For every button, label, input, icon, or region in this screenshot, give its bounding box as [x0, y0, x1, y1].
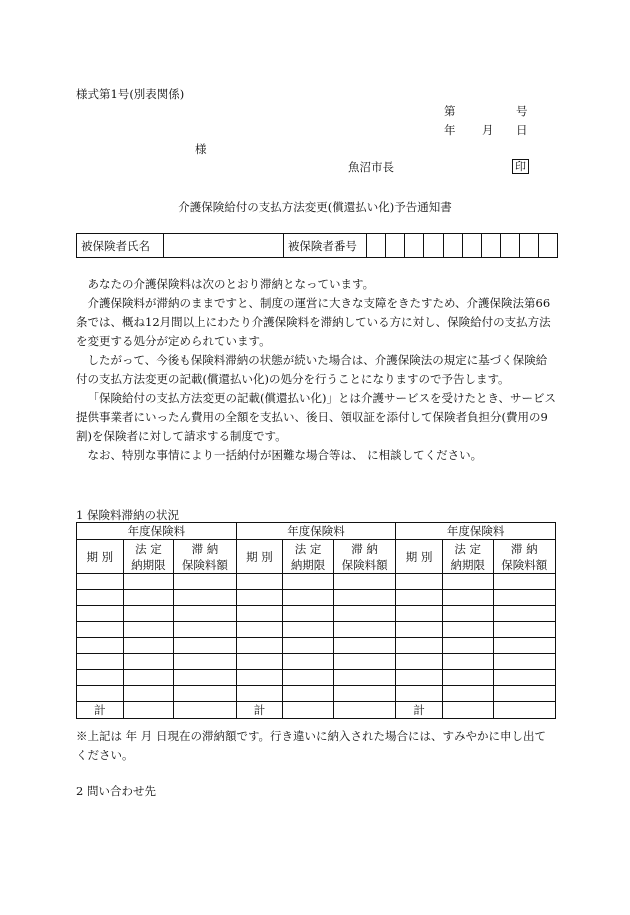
- arrears-row: [77, 686, 556, 702]
- arrears-cell[interactable]: [396, 574, 443, 590]
- arrears-cell[interactable]: [333, 654, 395, 670]
- arrears-cell[interactable]: [283, 686, 334, 702]
- arrears-cell[interactable]: [333, 686, 395, 702]
- arrears-cell[interactable]: [396, 686, 443, 702]
- arrears-cell[interactable]: [493, 622, 555, 638]
- arrears-row: [77, 574, 556, 590]
- arrears-cell[interactable]: [493, 670, 555, 686]
- deadline-header: [442, 540, 493, 574]
- period-header: 期 別: [77, 540, 124, 574]
- arrears-cell[interactable]: [123, 686, 174, 702]
- section2-heading: 2 問い合わせ先: [76, 784, 156, 798]
- total-label: 計: [77, 702, 124, 719]
- insured-number-label: 被保険者番号: [283, 234, 366, 258]
- arrears-cell[interactable]: [174, 670, 236, 686]
- insured-number-digit[interactable]: [443, 234, 462, 258]
- arrears-cell[interactable]: [174, 638, 236, 654]
- amount-header-line: 保険料額: [341, 557, 388, 572]
- insured-number-digit[interactable]: [500, 234, 519, 258]
- insured-number-digit[interactable]: [462, 234, 481, 258]
- arrears-cell[interactable]: [396, 654, 443, 670]
- amount-header: [174, 540, 236, 574]
- deadline-header-line: 法 定: [294, 541, 322, 556]
- total-cell[interactable]: [493, 702, 555, 719]
- total-cell[interactable]: [123, 702, 174, 719]
- insured-number-digit[interactable]: [367, 234, 386, 258]
- arrears-cell[interactable]: [442, 622, 493, 638]
- insured-number-digit[interactable]: [405, 234, 424, 258]
- arrears-cell[interactable]: [236, 622, 283, 638]
- arrears-cell[interactable]: [77, 670, 124, 686]
- arrears-cell[interactable]: [77, 574, 124, 590]
- arrears-cell[interactable]: [77, 686, 124, 702]
- arrears-cell[interactable]: [333, 670, 395, 686]
- deadline-header-line: 納期限: [450, 557, 485, 572]
- arrears-cell[interactable]: [236, 574, 283, 590]
- arrears-cell[interactable]: [333, 574, 395, 590]
- form-number: 様式第1号(別表関係): [76, 87, 185, 101]
- insured-name-field[interactable]: [164, 234, 283, 258]
- arrears-cell[interactable]: [283, 622, 334, 638]
- body-paragraph: 介護保険料が滞納のままですと、制度の運営に大きな支障をきたすため、介護保険法第66条では、概ね12月間以上にわたり介護保険料を滞納している方に対し、保険給付の支払方法を変更する処分が定められています。: [76, 296, 551, 348]
- arrears-cell[interactable]: [174, 574, 236, 590]
- total-cell[interactable]: [283, 702, 334, 719]
- arrears-cell[interactable]: [77, 638, 124, 654]
- arrears-cell[interactable]: [442, 590, 493, 606]
- insured-number-digit[interactable]: [538, 234, 557, 258]
- period-header: 期 別: [236, 540, 283, 574]
- arrears-row: [77, 654, 556, 670]
- amount-header-line: 保険料額: [181, 557, 228, 572]
- body-paragraph: 「保険給付の支払方法変更の記載(償還払い化)」とは介護サービスを受けたとき、サービス提供事業者にいったん費用の全額を支払い、後日、領収証を添付して保険者負担分(費用の9割)を保険者に対して請求する制度です。: [76, 391, 557, 443]
- arrears-cell[interactable]: [236, 686, 283, 702]
- arrears-cell[interactable]: [493, 590, 555, 606]
- arrears-cell[interactable]: [236, 654, 283, 670]
- arrears-row: [77, 670, 556, 686]
- arrears-cell[interactable]: [283, 606, 334, 622]
- arrears-cell[interactable]: [493, 574, 555, 590]
- arrears-cell[interactable]: [442, 606, 493, 622]
- document-title: 介護保険給付の支払方法変更(償還払い化)予告通知書: [178, 200, 452, 214]
- arrears-cell[interactable]: [396, 606, 443, 622]
- arrears-row: [77, 622, 556, 638]
- amount-header-line: 滞 納: [510, 541, 538, 556]
- arrears-cell[interactable]: [493, 638, 555, 654]
- arrears-cell[interactable]: [77, 606, 124, 622]
- total-label: 計: [396, 702, 443, 719]
- recipient-suffix: 様: [195, 142, 207, 156]
- amount-header: [333, 540, 395, 574]
- arrears-cell[interactable]: [396, 622, 443, 638]
- arrears-cell[interactable]: [123, 670, 174, 686]
- arrears-cell[interactable]: [283, 590, 334, 606]
- arrears-cell[interactable]: [174, 654, 236, 670]
- total-cell[interactable]: [442, 702, 493, 719]
- amount-header: [493, 540, 555, 574]
- total-cell[interactable]: [174, 702, 236, 719]
- arrears-cell[interactable]: [493, 654, 555, 670]
- arrears-cell[interactable]: [123, 606, 174, 622]
- insured-number-digit[interactable]: [519, 234, 538, 258]
- arrears-cell[interactable]: [174, 590, 236, 606]
- arrears-cell[interactable]: [123, 574, 174, 590]
- official-seal: [512, 159, 529, 174]
- arrears-cell[interactable]: [236, 638, 283, 654]
- arrears-cell[interactable]: [123, 654, 174, 670]
- arrears-row: [77, 638, 556, 654]
- amount-header-line: 滞 納: [191, 541, 219, 556]
- deadline-header-line: 法 定: [454, 541, 482, 556]
- insured-name-label: 被保険者氏名: [77, 234, 164, 258]
- arrears-cell[interactable]: [283, 638, 334, 654]
- arrears-cell[interactable]: [174, 686, 236, 702]
- arrears-cell[interactable]: [442, 654, 493, 670]
- fiscal-year-header: 年度保険料: [396, 523, 556, 540]
- insured-number-digit[interactable]: [481, 234, 500, 258]
- period-header: 期 別: [396, 540, 443, 574]
- arrears-cell[interactable]: [283, 654, 334, 670]
- insured-info-table: [76, 233, 558, 258]
- body-paragraph: なお、特別な事情により一括納付が困難な場合等は、 に相談してください。: [87, 448, 483, 462]
- insured-number-digit[interactable]: [386, 234, 405, 258]
- arrears-cell[interactable]: [396, 670, 443, 686]
- arrears-cell[interactable]: [333, 606, 395, 622]
- arrears-cell[interactable]: [442, 574, 493, 590]
- total-label: 計: [236, 702, 283, 719]
- arrears-cell[interactable]: [236, 606, 283, 622]
- arrears-cell[interactable]: [123, 622, 174, 638]
- arrears-cell[interactable]: [493, 606, 555, 622]
- arrears-cell[interactable]: [396, 638, 443, 654]
- arrears-cell[interactable]: [333, 590, 395, 606]
- arrears-cell[interactable]: [283, 670, 334, 686]
- arrears-row: [77, 590, 556, 606]
- insured-number-digit[interactable]: [424, 234, 443, 258]
- deadline-header: [123, 540, 174, 574]
- arrears-cell[interactable]: [396, 590, 443, 606]
- arrears-note: ※上記は 年 月 日現在の滞納額です。行き違いに納入された場合には、すみやかに申し出てください。: [76, 729, 547, 762]
- arrears-row: [77, 606, 556, 622]
- fiscal-year-header: 年度保険料: [236, 523, 396, 540]
- total-cell[interactable]: [333, 702, 395, 719]
- amount-header-line: 保険料額: [501, 557, 548, 572]
- body-paragraph: したがって、今後も保険料滞納の状態が続いた場合は、介護保険法の規定に基づく保険給付の支払方法変更の記載(償還払い化)の処分を行うことになりますので予告します。: [76, 353, 548, 386]
- arrears-cell[interactable]: [77, 654, 124, 670]
- arrears-cell[interactable]: [123, 590, 174, 606]
- body-paragraph: あなたの介護保険料は次のとおり滞納となっています。: [87, 277, 375, 291]
- arrears-cell[interactable]: [493, 686, 555, 702]
- arrears-cell[interactable]: [283, 574, 334, 590]
- arrears-cell[interactable]: [174, 606, 236, 622]
- arrears-cell[interactable]: [174, 622, 236, 638]
- arrears-cell[interactable]: [442, 670, 493, 686]
- deadline-header-line: 納期限: [131, 557, 166, 572]
- deadline-header-line: 法 定: [135, 541, 162, 556]
- fiscal-year-header: 年度保険料: [77, 523, 237, 540]
- arrears-cell[interactable]: [236, 590, 283, 606]
- issuer: 魚沼市長: [348, 160, 394, 174]
- deadline-header-line: 納期限: [290, 557, 326, 572]
- arrears-cell[interactable]: [333, 638, 395, 654]
- amount-header-line: 滞 納: [351, 541, 378, 556]
- arrears-cell[interactable]: [123, 638, 174, 654]
- arrears-cell[interactable]: [77, 590, 124, 606]
- arrears-cell[interactable]: [77, 622, 124, 638]
- notice-body: [76, 275, 556, 465]
- arrears-cell[interactable]: [442, 638, 493, 654]
- seal-mark: 印: [512, 159, 529, 174]
- arrears-cell[interactable]: [333, 622, 395, 638]
- deadline-header: [283, 540, 334, 574]
- arrears-cell[interactable]: [236, 670, 283, 686]
- arrears-table: [76, 522, 556, 719]
- arrears-cell[interactable]: [442, 686, 493, 702]
- section1-heading: 1 保険料滞納の状況: [76, 508, 179, 522]
